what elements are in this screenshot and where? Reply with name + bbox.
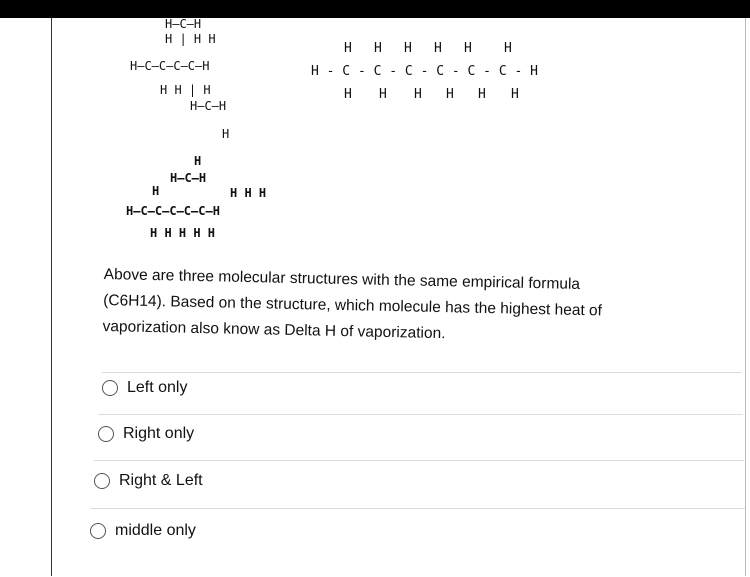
radio-button[interactable] bbox=[94, 473, 110, 489]
left-mol-row4: H H | H bbox=[160, 83, 211, 97]
right-mol-h5: H bbox=[464, 41, 472, 56]
left-mol-row6: H bbox=[222, 127, 230, 141]
question-text bbox=[102, 262, 704, 353]
middle-mol-row3-left: H bbox=[152, 184, 160, 198]
right-mol-b2: H bbox=[379, 87, 387, 102]
right-molecule bbox=[311, 41, 538, 102]
right-mol-b1: H bbox=[344, 87, 352, 102]
radio-button[interactable] bbox=[98, 426, 114, 442]
right-mol-b5: H bbox=[478, 87, 486, 102]
right-mol-b6: H bbox=[511, 87, 519, 102]
option-label: Right & Left bbox=[119, 472, 203, 489]
divider bbox=[102, 372, 742, 373]
middle-molecule bbox=[126, 154, 266, 240]
right-mol-h1: H bbox=[344, 41, 352, 56]
option-label: Left only bbox=[127, 379, 188, 396]
right-mol-b4: H bbox=[446, 87, 454, 102]
option-label: middle only bbox=[115, 522, 196, 539]
option-left-only[interactable] bbox=[102, 379, 187, 397]
divider bbox=[90, 508, 745, 509]
middle-mol-bottom: H H H H H bbox=[150, 226, 216, 240]
middle-mol-top: H bbox=[194, 154, 202, 168]
left-mol-row2: H | H H bbox=[165, 32, 216, 46]
middle-mol-chain: H—C—C—C—C—C—H bbox=[126, 204, 220, 218]
middle-mol-row3-right: H H H bbox=[230, 186, 267, 200]
question-line-3: vaporization also know as Delta H of vaporization. bbox=[102, 317, 446, 343]
divider bbox=[94, 460, 744, 461]
right-mol-h3: H bbox=[404, 41, 412, 56]
left-molecule bbox=[130, 17, 229, 141]
option-right-only[interactable] bbox=[98, 425, 194, 443]
radio-button[interactable] bbox=[90, 523, 106, 539]
left-mol-row5: H—C—H bbox=[190, 99, 227, 113]
left-mol-row1: H—C—H bbox=[165, 17, 202, 31]
radio-button[interactable] bbox=[102, 380, 118, 396]
molecular-structures bbox=[0, 0, 750, 260]
right-mol-h4: H bbox=[434, 41, 442, 56]
question-line-1: Above are three molecular structures with the same empirical formula bbox=[103, 265, 581, 293]
left-mol-row3: H—C—C—C—C—H bbox=[130, 59, 210, 73]
divider bbox=[98, 414, 743, 415]
right-mol-h2: H bbox=[374, 41, 382, 56]
option-right-and-left[interactable] bbox=[94, 472, 203, 490]
question-line-2: (C6H14). Based on the structure, which molecule has the highest heat of bbox=[103, 291, 603, 320]
right-mol-h6: H bbox=[504, 41, 512, 56]
option-label: Right only bbox=[123, 425, 195, 442]
right-mol-b3: H bbox=[414, 87, 422, 102]
option-middle-only[interactable] bbox=[90, 522, 196, 540]
middle-mol-row2: H—C—H bbox=[170, 171, 207, 185]
right-mol-chain: H - C - C - C - C - C - C - H bbox=[311, 64, 538, 79]
